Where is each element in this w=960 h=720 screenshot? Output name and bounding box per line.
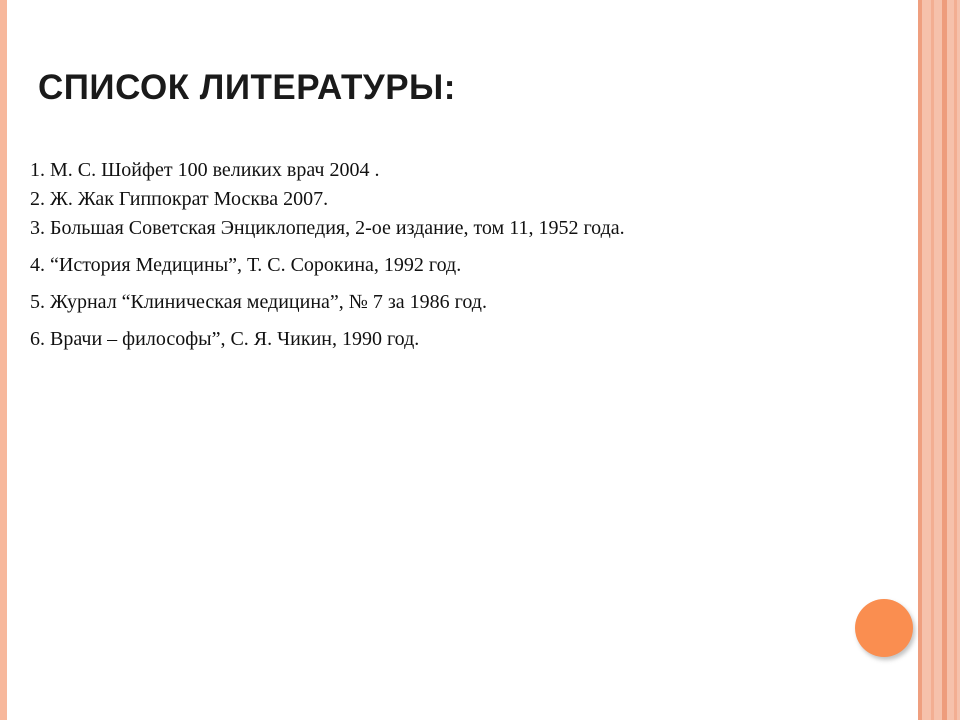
border-stripe <box>931 0 934 720</box>
bibliography-item: 6. Врачи – философы”, С. Я. Чикин, 1990 год. <box>30 328 420 350</box>
right-border-decoration <box>918 0 960 720</box>
bibliography-item: 1. М. С. Шойфет 100 великих врач 2004 . <box>30 159 380 181</box>
bibliography-item: 4. “История Медицины”, Т. С. Сорокина, 1992 год. <box>30 254 462 276</box>
border-stripe <box>954 0 957 720</box>
left-border-decoration <box>0 0 7 720</box>
bibliography-item: 5. Журнал “Клиническая медицина”, № 7 за 1986 год. <box>30 291 487 313</box>
bibliography-item: 3. Большая Советская Энциклопедия, 2-ое издание, том 11, 1952 года. <box>30 217 625 239</box>
bibliography-list <box>30 156 890 354</box>
border-stripe <box>942 0 947 720</box>
decorative-circle <box>855 599 913 657</box>
border-stripe <box>918 0 922 720</box>
slide-title: СПИСОК ЛИТЕРАТУРЫ: <box>38 68 456 107</box>
bibliography-item: 2. Ж. Жак Гиппократ Москва 2007. <box>30 188 329 210</box>
